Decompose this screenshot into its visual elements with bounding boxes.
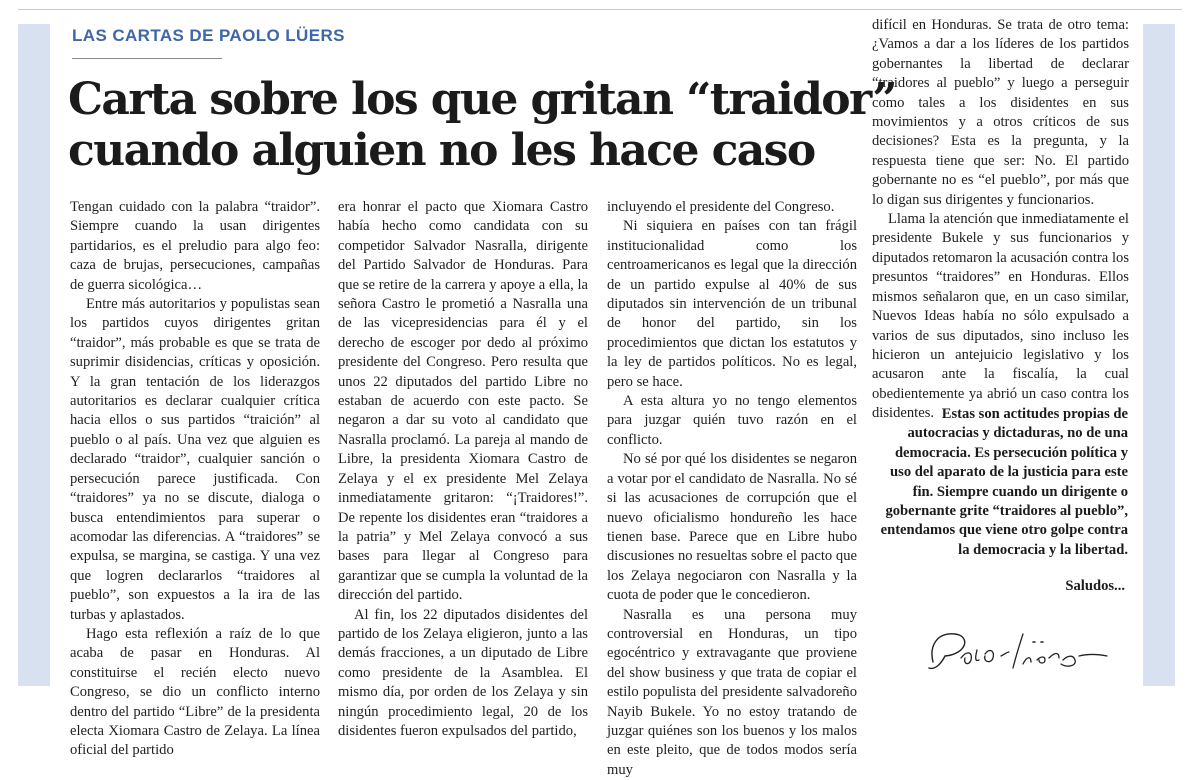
paragraph: Al fin, los 22 diputados disidentes del partido de los Zelaya eligieron, junto a las demás fracciones, a un diputado de Libre como presidente de la Asamblea. El mismo día, por orden de los Zelaya y sin ningún procedimiento legal, 20 de los disidentes fueron expulsados del partido,	[338, 606, 588, 739]
article-column-3	[607, 198, 857, 780]
closing-salutation: Saludos...	[1065, 578, 1125, 594]
headline-line-2: cuando alguien no les hace caso	[68, 125, 815, 176]
paragraph: A esta altura yo no tengo elementos para juzgar quién tuvo razón en el conflicto.	[607, 393, 857, 448]
headline	[68, 74, 896, 176]
paragraph: Ni siquiera en países con tan frágil institucionalidad como los centroamericanos es legal que la dirección de un partido expulse al 40% de sus diputados sin intervención de un tribunal de honor del partido, sin los procedimientos que dictan los estatutos y la ley de partidos políticos. No es legal, pero se hace.	[607, 218, 857, 390]
paragraph: No sé por qué los disidentes se negaron a votar por el candidato de Nasralla. No sé si las acusaciones de corrupción que el nuevo oficialismo hondureño les hace tienen base. Parece que en Libre hubo discusiones no resueltas sobre el pacto que los Zelaya negociaron con Nasralla y la cuota de poder que le concedieron.	[607, 451, 857, 604]
paragraph: era honrar el pacto que Xiomara Castro había hecho como candidata con su competidor Salvador Nasralla, dirigente del Partido Salvador de Honduras. Para que se retire de la carrera y apoye a ella, la señora Castro le prometió a Nasralla una de las vicepresidencias para él y el derecho de escoger por dedo al próximo presidente del Congreso. Pero resulta que unos 22 diputados del partido Libre no estaban de acuerdo con este pacto. Se negaron a dar su voto al candidato que Nasralla proclamó. La pareja al mando de Libre, la presidenta Xiomara Castro de Zelaya y el ex presidente Mel Zelaya inmediatamente gritaron: “¡Traidores!”. De repente los disidentes eran “traidores a la patria” y Mel Zelaya convocó a sus bases para llegar al Congreso para garantizar que se cumpla la voluntad de la dirección del partido.	[338, 199, 588, 604]
paragraph: incluyendo el presidente del Congreso.	[607, 199, 835, 215]
article-column-2	[338, 198, 588, 741]
paragraph: Nasralla es una persona muy controversial en Honduras, un tipo egocéntrico y extravagante que proviene del show business y que trata de copiar el estilo populista del presidente salvadoreño Nayib Bukele. Yo no estoy tratando de juzgar quiénes son los buenos y los malos en este pleito, que de todos modos sería muy	[607, 606, 857, 778]
paragraph: Entre más autoritarios y populistas sean los partidos cuyos dirigentes gritan “traidor”, más probable es que se trata de suprimir disidencias, críticas y oposición. Y la gran tentación de los liderazgos autoritarios es declarar cualquier crítica hacia ellos o sus partidos “traición” al pueblo o al país. Una vez que alguien es declarado “traidor”, cualquier sanción o persecución parece justificada. Con “traidores” ya no se discute, dialoga o busca entendimientos para superar o acomodar las diferencias. A “traidores” se expulsa, se margina, se castiga. Y una vez que logren declararlos “traidores al pueblo”, son expuestos a la ira de las turbas y aplastados.	[70, 296, 320, 623]
paragraph: difícil en Honduras. Se trata de otro tema: ¿Vamos a dar a los líderes de los partidos gobernantes la libertad de declarar “traidores al pueblo” y luego a perseguir como tales a los disidentes en sus movimientos y a otros críticos de sus decisiones? Esta es la pregunta, y la respuesta tiene que ser: No. El partido gobernante no es “el pueblo”, por más que lo digan sus dirigentes y funcionarios.	[872, 17, 1129, 208]
left-margin-band	[18, 24, 50, 686]
pull-quote: Estas son actitudes propias de autocracias y dictaduras, no de una democracia. Es persecución política y uso del aparato de la justicia para este fin. Siempre cuando un dirigente o gobernante grite “traidores al pueblo”, entendamos que viene otro golpe contra la democracia y la libertad.	[880, 406, 1128, 558]
paragraph: Hago esta reflexión a raíz de lo que acaba de pasar en Honduras. Al constituirse el recién electo nuevo Congreso, se dio un conflicto interno dentro del partido “Libre” de la presidenta electa Xiomara Castro de Zelaya. La línea oficial del partido	[70, 625, 320, 759]
top-rule	[18, 9, 1182, 10]
section-label-rule	[72, 58, 222, 59]
article-column-4	[872, 16, 1129, 424]
paragraph: Llama la atención que inmediatamente el presidente Bukele y sus funcionarios y diputados retomaron la acusación contra los presuntos “traidores” en Honduras. Ellos mismos señalaron que, en un caso similar, Nuevos Ideas había no sólo expulsado a varios de sus diputados, sino incluso les hicieron un antejuicio legislativo y los acusaron ante la fiscalía, la cual obedientemente ya abrió un caso contra los disidentes.	[872, 211, 1129, 422]
paragraph: Tengan cuidado con la palabra “traidor”. Siempre cuando la usan dirigentes partidarios, es el preludio para algo feo: caza de brujas, persecuciones, campañas de guerra sicológica…	[70, 199, 320, 293]
headline-line-1: Carta sobre los que gritan “traidor”	[68, 74, 896, 125]
section-label: LAS CARTAS DE PAOLO LÜERS	[72, 26, 345, 45]
article-column-1	[70, 198, 320, 761]
right-margin-band	[1143, 24, 1175, 686]
signature-image	[915, 624, 1125, 676]
